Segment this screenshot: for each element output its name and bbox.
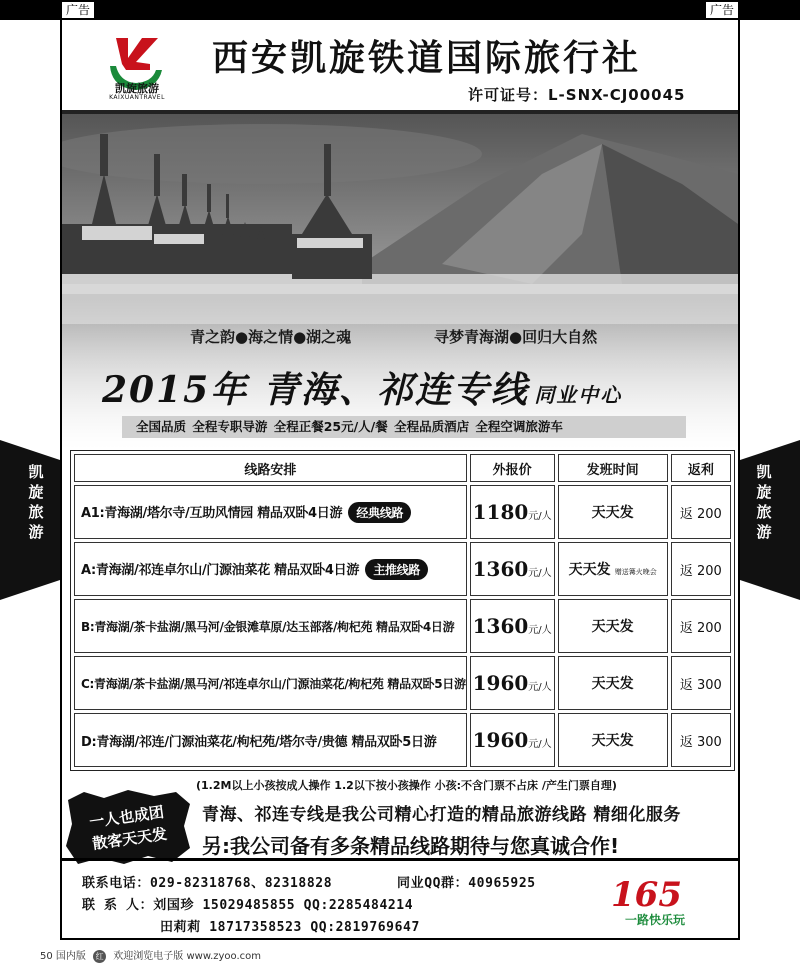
schedule-text: 天天发 bbox=[591, 676, 634, 692]
price-cell bbox=[470, 656, 555, 710]
price-cell bbox=[470, 713, 555, 767]
stamp-line1: 一人也成团 bbox=[88, 802, 166, 832]
promo-line2: 另:我公司备有多条精品线路期待与您真诚合作! bbox=[202, 834, 620, 858]
price-value: 1960 bbox=[472, 671, 529, 695]
ad-frame bbox=[60, 20, 740, 940]
price-cell bbox=[470, 599, 555, 653]
hero-title bbox=[102, 362, 702, 413]
logo-name-en: KAIXUANTRAVEL bbox=[109, 94, 165, 101]
slogan-left: 青之韵●海之情●湖之魂 bbox=[190, 328, 352, 346]
title-main: 2015年 青海、祁连专线 bbox=[102, 369, 529, 411]
schedule-text: 天天发 bbox=[591, 619, 634, 635]
title-sub: 同业中心 bbox=[534, 383, 623, 407]
contact-divider bbox=[62, 858, 738, 861]
route-badge: 主推线路 bbox=[365, 559, 428, 580]
header-rebate: 返利 bbox=[671, 454, 731, 482]
rebate-cell: 返 200 bbox=[671, 599, 731, 653]
table-row bbox=[74, 713, 731, 767]
route-cell bbox=[74, 599, 467, 653]
price-value: 1360 bbox=[472, 614, 529, 638]
price-value: 1360 bbox=[472, 557, 529, 581]
price-value: 1180 bbox=[472, 500, 529, 524]
page-footer bbox=[40, 947, 261, 963]
route-cell bbox=[74, 656, 467, 710]
ad-label-left: 广告 bbox=[62, 2, 94, 18]
contact-phone: 联系电话：029-82318768、82318828 bbox=[82, 876, 333, 891]
route-cell bbox=[74, 713, 467, 767]
rebate-cell: 返 300 bbox=[671, 713, 731, 767]
schedule-text: 天天发 bbox=[591, 733, 634, 749]
brand-165-slogan: 一路快乐玩 bbox=[625, 913, 686, 927]
ad-label-right: 广告 bbox=[706, 2, 738, 18]
price-unit: 元/人 bbox=[528, 739, 552, 750]
rebate-cell: 返 300 bbox=[671, 656, 731, 710]
rebate-cell: 返 200 bbox=[671, 542, 731, 596]
table-row bbox=[74, 656, 731, 710]
table-row bbox=[74, 485, 731, 539]
footer-page: 50 国内版 bbox=[40, 951, 86, 962]
features-bar: 全国品质 全程专职导游 全程正餐25元/人/餐 全程品质酒店 全程空调旅游车 bbox=[122, 416, 686, 438]
footer-logo-icon: 红 bbox=[93, 950, 106, 963]
brand-165-number: 165 bbox=[611, 875, 682, 915]
route-table bbox=[70, 450, 735, 771]
route-name: A1:青海湖/塔尔寺/互助风情园 精品双卧4日游 bbox=[81, 505, 343, 521]
route-name: A:青海湖/祁连卓尔山/门源油菜花 精品双卧4日游 bbox=[81, 562, 360, 578]
hero-banner bbox=[62, 114, 738, 449]
slogan-right: 寻梦青海湖●回归大自然 bbox=[434, 328, 598, 346]
schedule-note: 赠送篝火晚会 bbox=[614, 568, 657, 576]
header bbox=[62, 20, 738, 110]
stamp-line2: 散客天天发 bbox=[91, 824, 169, 854]
child-policy-note: (1.2M以上小孩按成人操作 1.2以下按小孩操作 小孩:不含门票不占床 /产生门票自理) bbox=[196, 779, 617, 792]
schedule-cell bbox=[558, 485, 668, 539]
company-name: 西安凯旋铁道国际旅行社 bbox=[212, 37, 642, 79]
contact-person2: 田莉莉 18717358523 QQ:2819769647 bbox=[160, 920, 420, 935]
route-badge: 经典线路 bbox=[348, 502, 411, 523]
schedule-cell bbox=[558, 713, 668, 767]
rebate-cell: 返 200 bbox=[671, 485, 731, 539]
schedule-cell bbox=[558, 542, 668, 596]
right-side-label: 凯 旋 旅 游 bbox=[756, 463, 772, 541]
price-value: 1960 bbox=[472, 728, 529, 752]
price-unit: 元/人 bbox=[528, 682, 552, 693]
table-row bbox=[74, 599, 731, 653]
price-cell bbox=[470, 542, 555, 596]
contact-person1: 联 系 人：刘国珍 15029485855 QQ:2285484214 bbox=[82, 898, 414, 913]
left-side-label: 凯 旋 旅 游 bbox=[28, 463, 44, 541]
group-stamp-badge bbox=[64, 790, 192, 865]
price-unit: 元/人 bbox=[528, 568, 552, 579]
route-name: D:青海湖/祁连/门源油菜花/枸杞苑/塔尔寺/贵德 精品双卧5日游 bbox=[81, 734, 437, 750]
price-unit: 元/人 bbox=[528, 511, 552, 522]
contact-qq-group: 同业QQ群：40965925 bbox=[397, 876, 536, 891]
top-bar bbox=[0, 0, 800, 20]
route-cell bbox=[74, 485, 467, 539]
schedule-cell bbox=[558, 656, 668, 710]
price-unit: 元/人 bbox=[528, 625, 552, 636]
brand-165-logo bbox=[607, 870, 717, 930]
route-name: B:青海湖/茶卡盐湖/黑马河/金银滩草原/达玉部落/枸杞苑 精品双卧4日游 bbox=[81, 619, 455, 634]
schedule-text: 天天发 bbox=[568, 562, 611, 578]
footer-text: 欢迎浏览电子版 www.zyoo.com bbox=[113, 951, 262, 962]
header-price: 外报价 bbox=[470, 454, 555, 482]
table-row bbox=[74, 542, 731, 596]
schedule-text: 天天发 bbox=[591, 505, 634, 521]
route-cell bbox=[74, 542, 467, 596]
schedule-cell bbox=[558, 599, 668, 653]
logo-name: 凯旋旅游 bbox=[115, 82, 159, 95]
route-name: C:青海湖/茶卡盐湖/黑马河/祁连卓尔山/门源油菜花/枸杞苑 精品双卧5日游 bbox=[81, 676, 466, 691]
price-cell bbox=[470, 485, 555, 539]
header-route: 线路安排 bbox=[74, 454, 467, 482]
promo-line1: 青海、祁连专线是我公司精心打造的精品旅游线路 精细化服务 bbox=[202, 805, 681, 825]
table-header-row bbox=[74, 454, 731, 482]
header-schedule: 发班时间 bbox=[558, 454, 668, 482]
license-number: 许可证号：L-SNX-CJ00045 bbox=[468, 86, 686, 104]
